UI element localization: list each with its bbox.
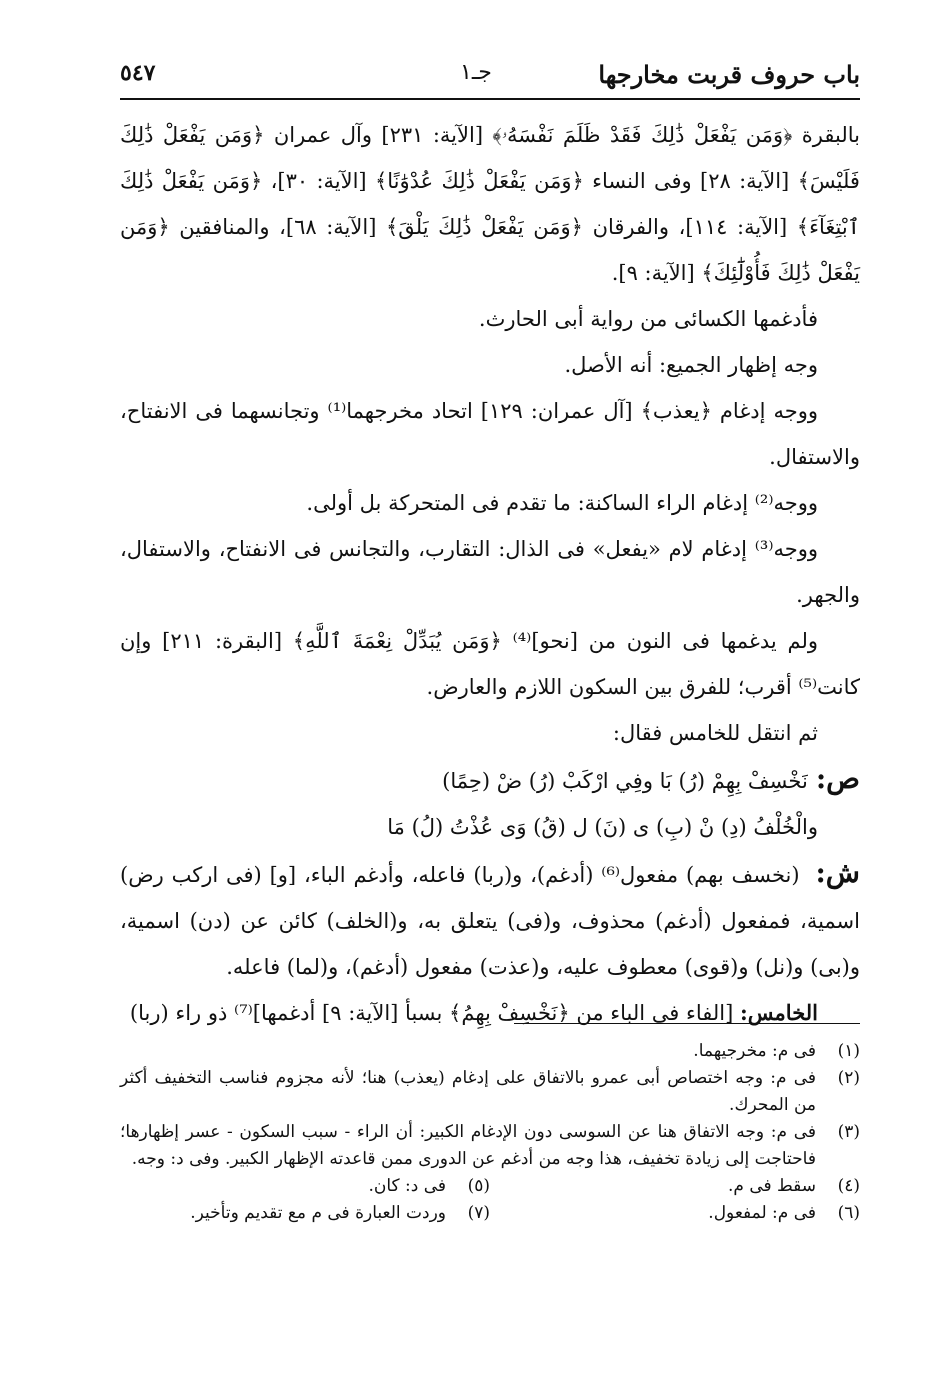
paragraph: ووجه⁽³⁾ إدغام لام «يفعل» فى الذال: التقارب، والتجانس فى الانفتاح، والاستفال، والجهر.: [120, 537, 860, 607]
footnote-text: فى م: وجه اختصاص أبى عمرو بالاتفاق على إدغام (يعذب) هنا؛ لأنه مجزوم فناسب التخفيف أكثر من المحرك.: [120, 1068, 816, 1115]
paragraph: ثم انتقل للخامس فقال:: [612, 721, 818, 745]
footnote-number: (٦): [837, 1203, 860, 1223]
footnote-number: (٥): [467, 1176, 490, 1196]
fifth-section-text: [الفاء فى الباء من ﴿نَخْسِفْ بِهِمُ﴾ بسبأ [الآية: ٩] أدغمها]⁽⁷⁾ ذو راء (ربا): [129, 1001, 734, 1025]
footnote-text: وردت العبارة فى م مع تقديم وتأخير.: [190, 1203, 446, 1223]
paragraph: وجه إظهار الجميع: أنه الأصل.: [564, 353, 818, 377]
commentary-paragraph: [120, 850, 860, 990]
footnote-text: فى م: لمفعول.: [708, 1203, 816, 1223]
paragraph: فأدغمها الكسائى من رواية أبى الحارث.: [478, 307, 818, 331]
footnote-text: فى د: كان.: [368, 1176, 446, 1196]
commentary-marker: ش:: [815, 856, 860, 889]
footnote: [490, 1200, 860, 1227]
paragraph: ووجه⁽²⁾ إدغام الراء الساكنة: ما تقدم فى المتحركة بل أولى.: [306, 491, 818, 515]
paragraph: ولم يدغمها فى النون من [نحو]⁽⁴⁾ ﴿وَمَن يُبَدِّلْ نِعْمَةَ ٱللَّهِ﴾ [البقرة: ٢١١] وإن كانت⁽⁵⁾ أقرب؛ للفرق بين السكون اللازم والعارض.: [120, 629, 860, 699]
footnote-text: فى م: وجه الاتفاق هنا عن السوسى دون الإدغام الكبير: أن الراء - سبب السكون - عسر إظهارها؛ فاحتاجت إلى زيادة تخفيف، هذا وجه من أدغم عن الدورى ممن قاعدته الإظهار الكبير. وفى د: وجه.: [120, 1122, 816, 1169]
footnote-number: (٢): [837, 1068, 860, 1088]
verse-marker: ص:: [815, 762, 860, 795]
verse-line-1: [120, 756, 860, 804]
footnote-row: [120, 1173, 860, 1200]
volume-label: جـ١: [460, 60, 492, 85]
verse-line-2: [120, 804, 860, 850]
running-header: [120, 56, 860, 96]
footnote-number: (٣): [837, 1122, 860, 1142]
paragraph: ووجه إدغام ﴿يعذب﴾ [آل عمران: ١٢٩] اتحاد مخرجهما⁽¹⁾ وتجانسهما فى الانفتاح، والاستفال.: [120, 399, 860, 469]
paragraph: بالبقرة ﴿وَمَن يَفْعَلْ ذَٰلِكَ فَقَدْ ظَلَمَ نَفْسَهُۥ﴾ [الآية: ٢٣١] وآل عمران ﴿وَمَن يَفْعَلْ ذَٰلِكَ فَلَيْسَ﴾ [الآية: ٢٨] وفى النساء ﴿وَمَن يَفْعَلْ ذَٰلِكَ عُدْوَٰنًا﴾ [الآية: ٣٠]، ﴿وَمَن يَفْعَلْ ذَٰلِكَ ٱبْتِغَآءَ﴾ [الآية: ١١٤]، والفرقان ﴿وَمَن يَفْعَلْ ذَٰلِكَ يَلْقَ﴾ [الآية: ٦٨]، والمنافقين ﴿وَمَن يَفْعَلْ ذَٰلِكَ فَأُوْلَٰٓئِكَ﴾ [الآية: ٩].: [120, 123, 860, 285]
header-rule: [120, 98, 860, 100]
page-number: ٥٤٧: [120, 60, 156, 86]
footnote-rule: [514, 1023, 860, 1024]
main-text: [120, 112, 860, 1036]
footnote-text: فى م: مخرجيهما.: [693, 1041, 816, 1061]
footnote: [120, 1173, 490, 1200]
footnote-number: (١): [837, 1041, 860, 1061]
footnote: [120, 1065, 860, 1119]
footnote-row: [120, 1200, 860, 1227]
footnote: [120, 1119, 860, 1173]
verse-text: نَخْسِفْ بِهِمْ (رُ) بَا وفِي ارْكَبْ (رُ) ضْ (حِمًا): [442, 769, 808, 793]
commentary-text: (نخسف بهم) مفعول⁽⁶⁾ (أدغم)، و(ربا) فاعله، وأدغم الباء، [و] (فى اركب رض) اسمية، فمفعول (أدغم) محذوف، و(فى) يتعلق به، و(الخلف) كائن عن (دن) اسمية، و(بى) و(نل) و(قوى) معطوف عليه، و(عذت) مفعول (أدغم)، و(لما) فاعله.: [120, 863, 860, 979]
footnote-number: (٧): [467, 1203, 490, 1223]
footnote: [120, 1038, 860, 1065]
footnote: [120, 1200, 490, 1227]
footnote: [490, 1173, 860, 1200]
verse-text: والْخُلْفُ (دِ) نْ (بِ) ى (نَ) ل (قُ) وَى عُذْتُ (لُ) مَا: [387, 815, 818, 839]
footnotes: [120, 1038, 860, 1227]
poem-verse: [120, 756, 860, 850]
fifth-section-paragraph: [120, 990, 860, 1036]
chapter-title: باب حروف قربت مخارجها: [598, 60, 860, 89]
footnote-number: (٤): [837, 1176, 860, 1196]
footnote-text: سقط فى م.: [727, 1176, 816, 1196]
fifth-section-label: الخامس:: [740, 1000, 818, 1025]
